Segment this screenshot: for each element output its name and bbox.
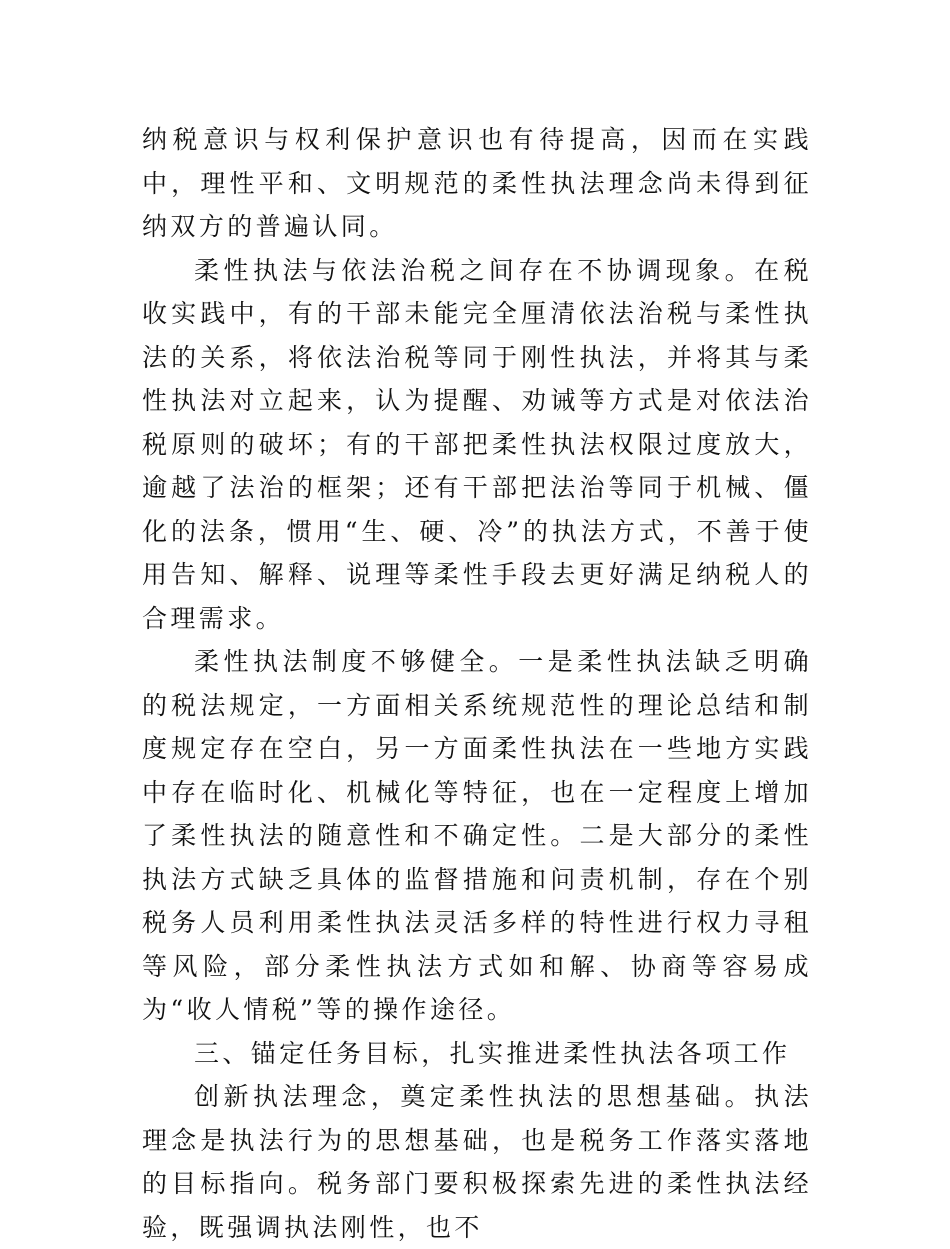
paragraph-system-deficiency: 柔性执法制度不够健全。一是柔性执法缺乏明确的税法规定，一方面相关系统规范性的理论总结和制度规定存在空白，另一方面柔性执法在一些地方实践中存在临时化、机械化等特征，也在一定程度上增加了柔性执法的随意性和不确定性。二是大部分的柔性执法方式缺乏具体的监督措施和问责机制，存在个别税务人员利用柔性执法灵活多样的特性进行权力寻租等风险，部分柔性执法方式如和解、协商等容易成为“收人情税”等的操作途径。	[142, 647, 812, 1024]
section-heading-three: 三、锚定任务目标，扎实推进柔性执法各项工作	[194, 1038, 791, 1068]
paragraph-coordination-issue: 柔性执法与依法治税之间存在不协调现象。在税收实践中，有的干部未能完全厘清依法治税与柔性执法的关系，将依法治税等同于刚性执法，并将其与柔性执法对立起来，认为提醒、劝诫等方式是对依法治税原则的破坏；有的干部把柔性执法权限过度放大，逾越了法治的框架；还有干部把法治等同于机械、僵化的法条，惯用“生、硬、冷”的执法方式，不善于使用告知、解释、说理等柔性手段去更好满足纳税人的合理需求。	[142, 255, 812, 633]
paragraph-continuation: 纳税意识与权利保护意识也有待提高，因而在实践中，理性平和、文明规范的柔性执法理念尚未得到征纳双方的普遍认同。	[142, 125, 812, 241]
paragraph-innovation-concept: 创新执法理念，奠定柔性执法的思想基础。执法理念是执法行为的思想基础，也是税务工作落实落地的目标指向。税务部门要积极探索先进的柔性执法经验，既强调执法刚性，也不	[142, 1082, 812, 1242]
document-body	[142, 118, 812, 1249]
